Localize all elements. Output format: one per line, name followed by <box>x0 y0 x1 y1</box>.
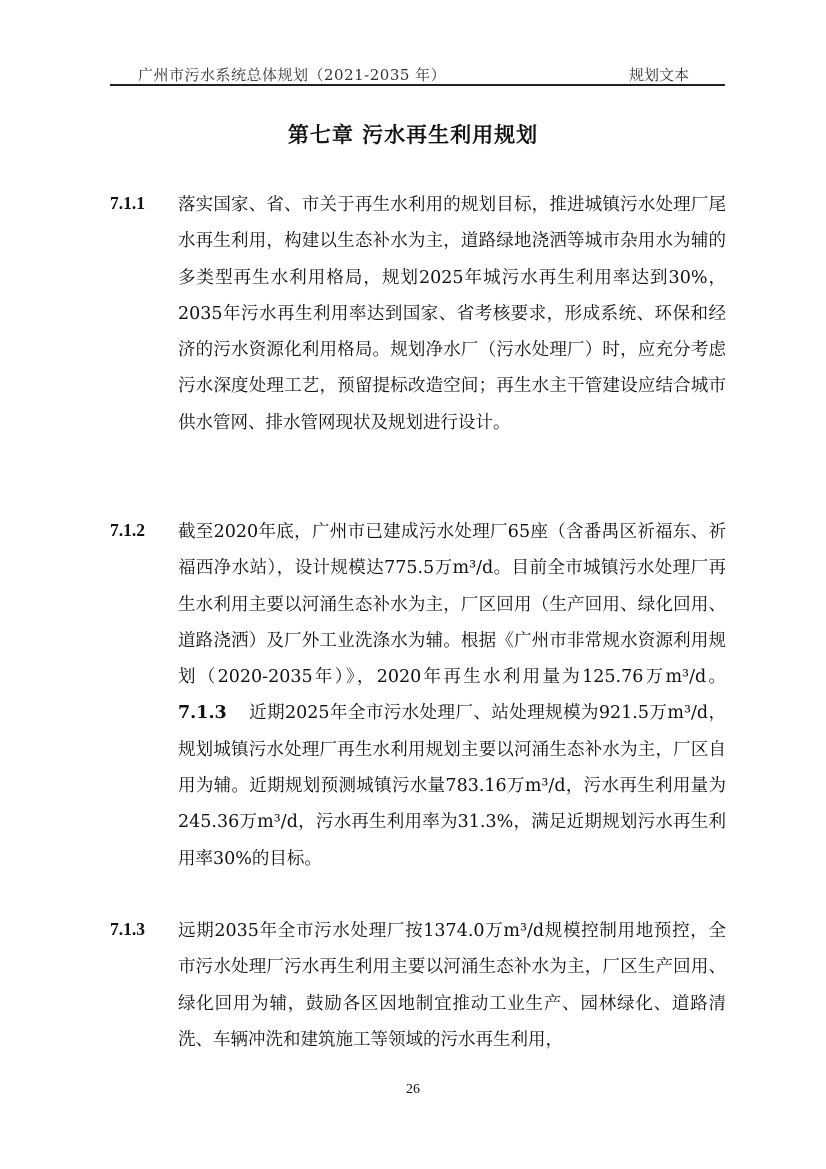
section-number-7-1-3: 7.1.3 <box>110 919 145 939</box>
section-text-7-1-3: 远期2035年全市污水处理厂按1374.0万m³/d规模控制用地预控，全市污水处理厂污水再生利用主要以河涌生态补水为主，厂区生产回用、绿化回用为辅，鼓励各区因地制宜推动工业生产、园林绿化、道路清洗、车辆冲洗和建筑施工等领域的污水再生利用， <box>178 921 726 1050</box>
running-header <box>110 60 725 86</box>
page-number: 26 <box>406 1082 420 1097</box>
header-doc-title: 广州市污水系统总体规划（2021-2035 年） <box>138 66 447 84</box>
header-doc-type: 规划文本 <box>628 66 689 84</box>
section-text-7-1-2 <box>178 514 726 877</box>
section-number-7-1-1: 7.1.1 <box>110 193 145 213</box>
inline-section-number: 7.1.3 <box>178 703 227 724</box>
section-text-7-1-1: 落实国家、省、市关于再生水利用的规划目标，推进城镇污水处理厂尾水再生利用，构建以生态补水为主，道路绿地浇洒等城市杂用水为辅的多类型再生水利用格局，规划2025年城污水再生利用率达到30%，2035年污水再生利用率达到国家、省考核要求，形成系统、环保和经济的污水资源化利用格局。规划净水厂（污水处理厂）时，应充分考虑污水深度处理工艺，预留提标改造空间；再生水主干管建设应结合城市供水管网、排水管网现状及规划进行设计。 <box>178 195 726 433</box>
section-text-7-1-2-part-a: 截至2020年底，广州市已建成污水处理厂65座（含番禺区祈福东、祈福西净水站），设计规模达775.5万m³/d。目前全市城镇污水处理厂再生水利用主要以河涌生态补水为主，厂区回用（生产回用、绿化回用、道路浇洒）及厂外工业洗涤水为辅。根据《广州市非常规水资源利用规划（2020-2035年）》，2020年再生水利用量为125.76万m³/d。 <box>178 522 726 688</box>
section-number-7-1-2: 7.1.2 <box>110 520 145 540</box>
chapter-title: 第七章 污水再生利用规划 <box>287 123 539 147</box>
section-text-7-1-2-part-b: 近期2025年全市污水处理厂、站处理规模为921.5万m³/d，规划城镇污水处理厂再生水利用规划主要以河涌生态补水为主，厂区自用为辅。近期规划预测城镇污水量783.16万m³/d，污水再生利用量为245.36万m³/d，污水再生利用率为31.3%，满足近期规划污水再生利用率30%的目标。 <box>178 703 726 869</box>
